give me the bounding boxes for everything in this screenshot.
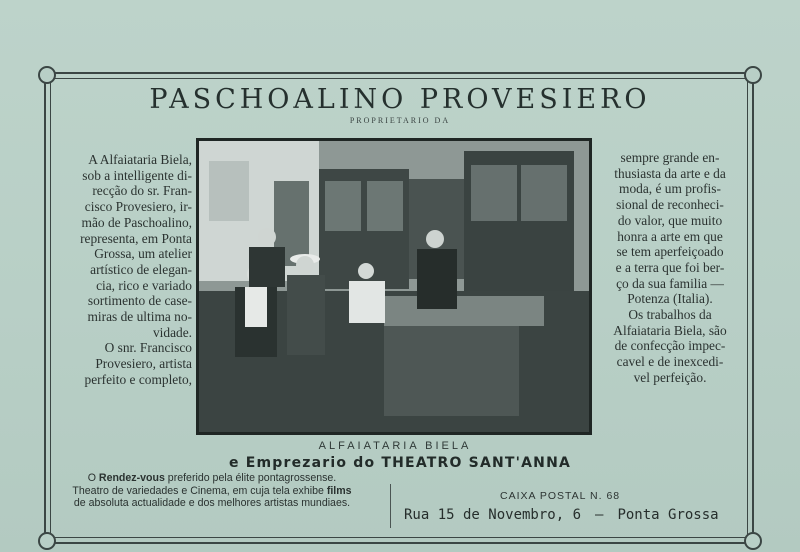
shop-name: ALFAIATARIA BIELA	[318, 440, 472, 452]
text-line: Potenza (Italia).	[627, 291, 713, 307]
theatre-line-3: de absoluta actualidade e dos melhores artistas mundiaes.	[73, 497, 351, 510]
corner-ornament-bottom-right	[744, 532, 762, 550]
city-name: Ponta Grossa	[617, 507, 719, 523]
page-title: PASCHOALINO PROVESIERO	[149, 84, 651, 115]
text-line: thusiasta da arte e da	[614, 165, 726, 181]
text-line: e a terra que foi ber-	[615, 259, 725, 275]
text-line: sortimento de case-	[87, 293, 192, 309]
footer-divider	[390, 484, 391, 528]
text-line: Alfaiataria Biela, são	[613, 322, 727, 338]
left-text-column	[52, 152, 192, 388]
theatre-line-2	[52, 485, 372, 498]
text-line: vidade.	[152, 324, 192, 340]
corner-ornament-top-left	[38, 66, 56, 84]
text-line: mão de Paschoalino,	[81, 214, 192, 230]
text-line: moda, é um profis-	[619, 181, 721, 197]
text-span: Theatro de variedades e Cinema, em cuja tela exhibe	[72, 484, 327, 497]
text-line: artístico de elegan-	[90, 261, 192, 277]
text-line: honra a arte em que	[617, 228, 723, 244]
postal-box: CAIXA POSTAL N. 68	[500, 490, 621, 502]
text-span: preferido pela élite pontagrossense.	[164, 472, 337, 484]
text-line: O snr. Francisco	[104, 340, 192, 356]
text-line: de confecção impec-	[614, 338, 726, 354]
text-line: se tem aperfeiçoado	[616, 244, 724, 260]
text-line: cia, rico e variado	[96, 277, 192, 293]
page-subtitle: PROPRIETARIO DA	[349, 116, 451, 125]
text-line: sempre grande en-	[620, 150, 720, 165]
street-address	[404, 507, 744, 523]
theatre-line-1	[52, 472, 372, 485]
text-line: Grossa, um atelier	[94, 246, 192, 262]
text-line: A Alfaiataria Biela,	[88, 152, 192, 167]
text-line: sional de reconheci-	[616, 197, 724, 213]
text-line: representa, em Ponta	[80, 230, 192, 246]
text-line: cavel e de inexcedi-	[616, 354, 724, 370]
corner-ornament-top-right	[744, 66, 762, 84]
photo-illustration	[199, 141, 589, 432]
text-line: do valor, que muito	[617, 212, 723, 228]
text-line: sob a intelligente di-	[82, 167, 192, 183]
text-line: cisco Provesiero, ir-	[84, 199, 192, 215]
text-line: perfeito e completo,	[84, 371, 192, 387]
text-line: miras de ultima no-	[87, 309, 192, 325]
theatre-description	[52, 472, 372, 510]
text-line: vel perfeição.	[633, 369, 707, 385]
text-line: recção do sr. Fran-	[92, 183, 192, 199]
rendez-vous-label: Rendez-vous	[98, 472, 165, 484]
corner-ornament-bottom-left	[38, 532, 56, 550]
tailor-shop-photo	[196, 138, 592, 435]
text-line: ço da sua familia —	[616, 275, 724, 291]
right-text-column	[600, 150, 740, 386]
street-name: Rua 15 de Novembro, 6	[404, 507, 582, 523]
text-line: Os trabalhos da	[628, 307, 712, 323]
text-line: Provesiero, artista	[95, 356, 192, 372]
theatre-line: e Emprezario do THEATRO SANT'ANNA	[228, 455, 572, 471]
address-dash: —	[595, 507, 604, 523]
text-span: O	[87, 472, 99, 484]
films-label: films	[326, 484, 352, 497]
